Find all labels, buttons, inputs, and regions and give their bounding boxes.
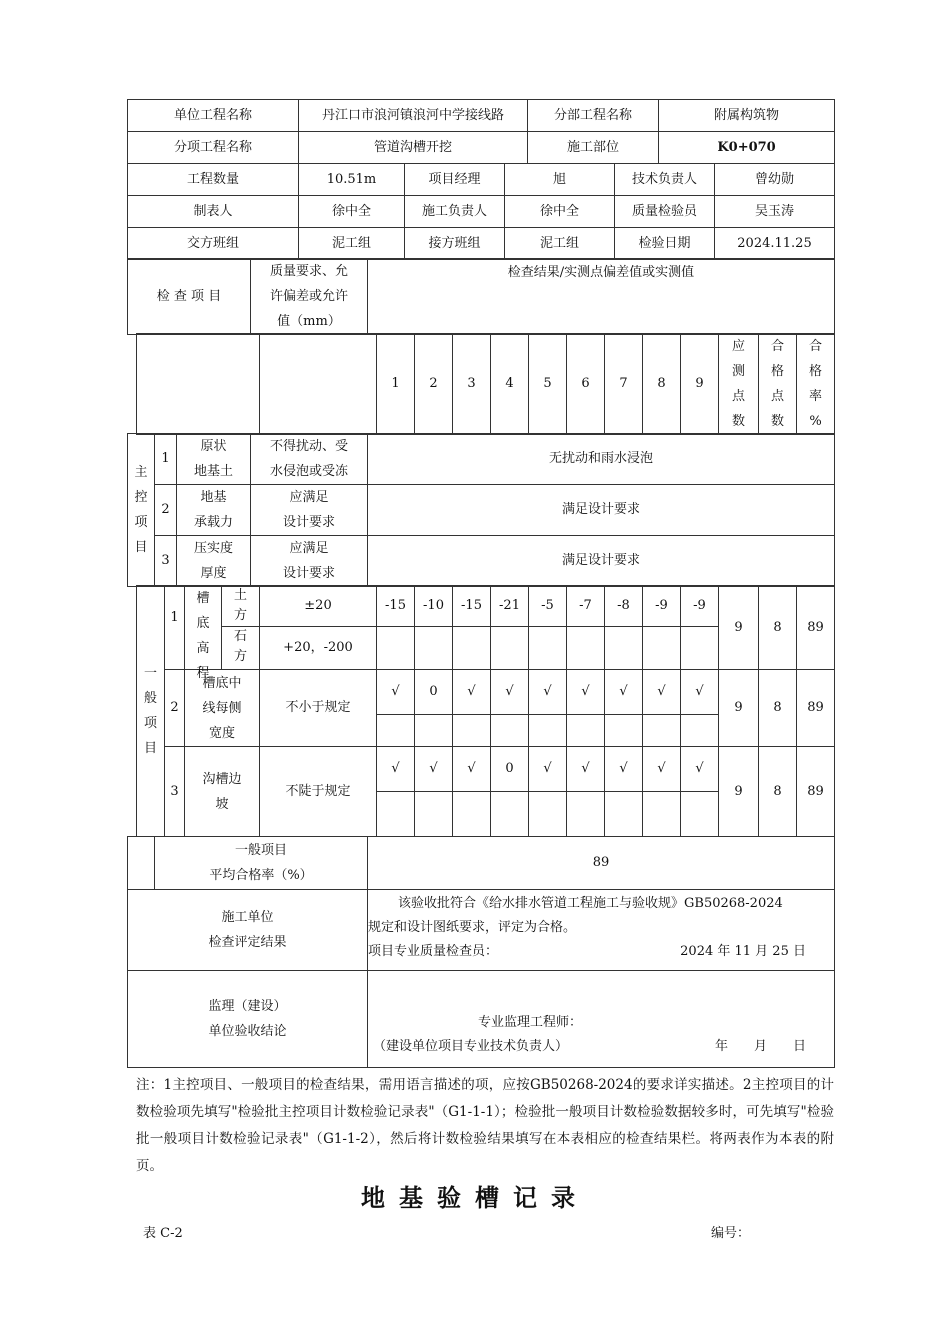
summary-table xyxy=(127,836,835,1068)
main-row-3-name: 压实度 厚度 xyxy=(177,536,251,587)
main-control-label: 主 控 项 目 xyxy=(128,434,155,587)
should-count-header: 应 测 点 数 xyxy=(719,334,759,435)
general-row-3-val-9: √ xyxy=(681,747,719,792)
quantity-value: 10.51m xyxy=(299,164,405,196)
general-row-3-pass: 8 xyxy=(759,747,797,837)
date-label: 检验日期 xyxy=(615,228,715,260)
general-row-2-val-1: √ xyxy=(377,670,415,715)
point-8: 8 xyxy=(643,334,681,435)
builder-value: 徐中全 xyxy=(505,196,615,228)
point-1: 1 xyxy=(377,334,415,435)
general-row-3-val-1: √ xyxy=(377,747,415,792)
main-row-3-result: 满足设计要求 xyxy=(368,536,835,587)
main-row-2-no: 2 xyxy=(155,485,177,536)
general-row-1-val-7: -8 xyxy=(605,586,643,627)
general-row-3-val-4: 0 xyxy=(491,747,529,792)
supervision-content xyxy=(368,971,835,1068)
general-row-2-val-3: √ xyxy=(453,670,491,715)
general-row-1-rate: 89 xyxy=(797,586,835,670)
supervision-owner-sign: （建设单位项目专业技术负责人） xyxy=(373,1039,569,1054)
subitem-label: 分项工程名称 xyxy=(128,132,299,164)
general-row-1-val-6: -7 xyxy=(567,586,605,627)
general-row-1-val-4: -21 xyxy=(491,586,529,627)
general-row-2-req: 不小于规定 xyxy=(260,670,377,747)
general-row-2-val-8: √ xyxy=(643,670,681,715)
receiver-value: 泥工组 xyxy=(505,228,615,260)
general-row-3-val-2: √ xyxy=(415,747,453,792)
pm-value: 旭 xyxy=(505,164,615,196)
supervision-label: 监理（建设） 单位验收结论 xyxy=(128,971,368,1068)
form-number: 表 C-2 xyxy=(143,1226,183,1241)
item-header: 检 查 项 目 xyxy=(128,259,251,335)
pm-label: 项目经理 xyxy=(405,164,505,196)
general-row-2-val-9: √ xyxy=(681,670,719,715)
general-row-2-rate: 89 xyxy=(797,670,835,747)
column-header-table xyxy=(127,258,835,335)
header-table xyxy=(127,99,835,164)
general-row-1-sub-rock: 石 方 xyxy=(222,627,260,670)
general-row-1-val-8: -9 xyxy=(643,586,681,627)
main-row-2-name: 地基 承载力 xyxy=(177,485,251,536)
requirement-header: 质量要求、允 许偏差或允许 值（mm） xyxy=(251,259,368,335)
general-items-table xyxy=(136,585,835,837)
general-row-1-val-5: -5 xyxy=(529,586,567,627)
main-row-2-result: 满足设计要求 xyxy=(368,485,835,536)
general-row-2-no: 2 xyxy=(165,670,185,747)
footnote: 注：1主控项目、一般项目的检查结果，需用语言描述的项，应按GB50268-2024的要求详实描述。2主控项目的计数检验项先填写"检验批主控项目计数检验记录表"（G1-1-1）；检验批一般项目计数检验数据较多时，可先填写"检验批一般项目计数检验记录表"（G1-1-2），然后将计数检验结果填写在本表相应的检查结果栏。将两表作为本表的附页。 xyxy=(136,1077,834,1174)
division-value: 附属构筑物 xyxy=(659,100,835,132)
main-row-2-req: 应满足 设计要求 xyxy=(251,485,368,536)
general-row-3-val-6: √ xyxy=(567,747,605,792)
maker-value: 徐中全 xyxy=(299,196,405,228)
main-control-table xyxy=(127,433,835,587)
location-value: K0+070 xyxy=(659,132,835,164)
builder-eval-label: 施工单位 检查评定结果 xyxy=(128,890,368,971)
point-6: 6 xyxy=(567,334,605,435)
blank-item xyxy=(137,334,260,435)
general-row-2-val-5: √ xyxy=(529,670,567,715)
average-rate-label: 一般项目 平均合格率（%） xyxy=(155,837,368,890)
general-row-3-val-3: √ xyxy=(453,747,491,792)
pass-rate-header: 合 格 率 % xyxy=(797,334,835,435)
date-value: 2024.11.25 xyxy=(715,228,835,260)
builder-inspector-sign: 项目专业质量检查员： xyxy=(368,944,499,959)
general-row-3-rate: 89 xyxy=(797,747,835,837)
page-title: 地基验槽记录 xyxy=(361,1183,589,1212)
general-row-1-val-2: -10 xyxy=(415,586,453,627)
average-rate-value: 89 xyxy=(368,837,835,890)
general-row-1-should: 9 xyxy=(719,586,759,670)
point-7: 7 xyxy=(605,334,643,435)
qc-value: 吴玉涛 xyxy=(715,196,835,228)
builder-eval-content: 该验收批符合《给水排水管道工程施工与验收规》GB50268-2024 规定和设计图纸要求，评定为合格。 项目专业质量检查员： 2024 年 11 月 25 日 xyxy=(368,890,835,971)
point-9: 9 xyxy=(681,334,719,435)
subitem-value: 管道沟槽开挖 xyxy=(299,132,528,164)
quantity-label: 工程数量 xyxy=(128,164,299,196)
supervision-date: 年 月 日 xyxy=(714,1039,806,1054)
general-row-3-req: 不陡于规定 xyxy=(260,747,377,837)
point-5: 5 xyxy=(529,334,567,435)
general-row-3-should: 9 xyxy=(719,747,759,837)
main-row-1-name: 原状 地基土 xyxy=(177,434,251,485)
supervision-engineer-sign: 专业监理工程师： xyxy=(478,1015,583,1030)
general-row-3-val-8: √ xyxy=(643,747,681,792)
main-row-1-no: 1 xyxy=(155,434,177,485)
point-3: 3 xyxy=(453,334,491,435)
general-row-1-no: 1 xyxy=(165,586,185,670)
serial-number-label: 编号： xyxy=(711,1226,751,1241)
general-row-3-val-7: √ xyxy=(605,747,643,792)
division-label: 分部工程名称 xyxy=(528,100,659,132)
general-row-2-val-6: √ xyxy=(567,670,605,715)
main-row-1-result: 无扰动和雨水浸泡 xyxy=(368,434,835,485)
general-row-1-pass: 8 xyxy=(759,586,797,670)
general-row-1-val-3: -15 xyxy=(453,586,491,627)
general-row-1-req-rock: +20，-200 xyxy=(260,627,377,670)
builder-eval-date: 2024 年 11 月 25 日 xyxy=(680,944,806,959)
general-label: 一 般 项 目 xyxy=(137,586,165,837)
unit-label: 单位工程名称 xyxy=(128,100,299,132)
general-row-2-val-7: √ xyxy=(605,670,643,715)
general-row-3-name: 沟槽边 坡 xyxy=(185,747,260,837)
number-header-table xyxy=(136,333,835,435)
tech-label: 技术负责人 xyxy=(615,164,715,196)
general-row-2-should: 9 xyxy=(719,670,759,747)
point-2: 2 xyxy=(415,334,453,435)
location-label: 施工部位 xyxy=(528,132,659,164)
general-row-2-val-4: √ xyxy=(491,670,529,715)
qc-label: 质量检验员 xyxy=(615,196,715,228)
builder-label: 施工负责人 xyxy=(405,196,505,228)
general-row-2-name: 槽底中 线每侧 宽度 xyxy=(185,670,260,747)
main-row-3-req: 应满足 设计要求 xyxy=(251,536,368,587)
result-header: 检查结果/实测点偏差值或实测值 xyxy=(368,259,835,335)
tech-value: 曾幼勋 xyxy=(715,164,835,196)
main-row-3-no: 3 xyxy=(155,536,177,587)
main-row-1-req: 不得扰动、受 水侵泡或受冻 xyxy=(251,434,368,485)
general-row-1-val-9: -9 xyxy=(681,586,719,627)
blank-req xyxy=(260,334,377,435)
general-row-3-val-5: √ xyxy=(529,747,567,792)
handover-value: 泥工组 xyxy=(299,228,405,260)
pass-count-header: 合 格 点 数 xyxy=(759,334,797,435)
maker-label: 制表人 xyxy=(128,196,299,228)
general-row-3-no: 3 xyxy=(165,747,185,837)
header-table-2 xyxy=(127,163,835,260)
general-row-2-pass: 8 xyxy=(759,670,797,747)
unit-value: 丹江口市浪河镇浪河中学接线路 xyxy=(299,100,528,132)
general-row-1-req-earth: ±20 xyxy=(260,586,377,627)
general-row-1-val-1: -15 xyxy=(377,586,415,627)
handover-label: 交方班组 xyxy=(128,228,299,260)
general-row-1-sub-earth: 土 方 xyxy=(222,586,260,627)
general-row-2-val-2: 0 xyxy=(415,670,453,715)
point-4: 4 xyxy=(491,334,529,435)
general-row-1-name: 槽 底 高 程 xyxy=(185,586,222,670)
receiver-label: 接方班组 xyxy=(405,228,505,260)
